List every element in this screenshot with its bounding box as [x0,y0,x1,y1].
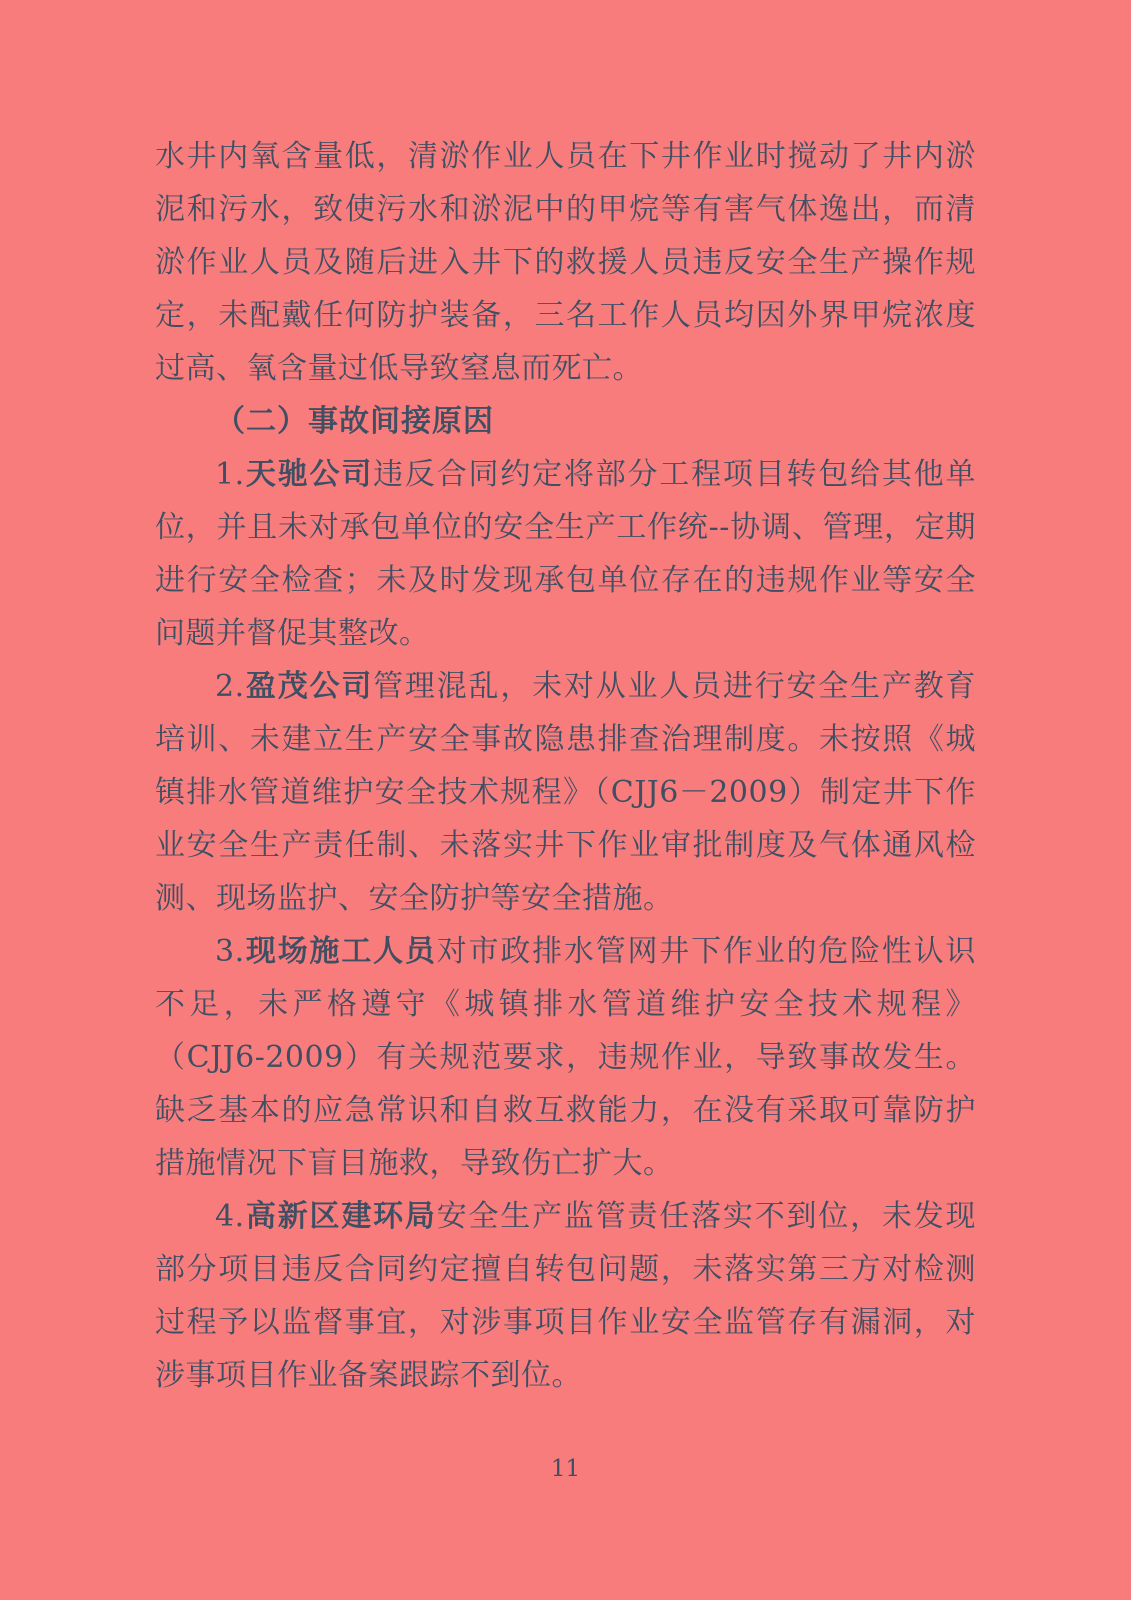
entity-name: 现场施工人员 [244,934,437,969]
section-heading: （二）事故间接原因 [215,404,494,439]
numbered-paragraph-2 [155,660,976,925]
numbered-paragraph-1 [155,448,976,660]
paragraph-text: 安全生产监管责任落实不到位，未发现部分项目违反合同约定擅自转包问题，未落实第三方对检测过程予以监督事宜，对涉事项目作业安全监管存有漏洞，对涉事项目作业备案跟踪不到位。 [155,1199,977,1393]
list-marker: 4. [215,1199,245,1234]
list-marker: 1. [215,457,245,492]
paragraph-text: 违反合同约定将部分工程项目转包给其他单位，并且未对承包单位的安全生产工作统--协调、管理，定期进行安全检查；未及时发现承包单位存在的违规作业等安全问题并督促其整改。 [155,457,977,651]
list-marker: 2. [215,669,245,704]
entity-name: 盈茂公司 [244,669,374,704]
paragraph-text: 对市政排水管网井下作业的危险性认识不足，未严格遵守《城镇排水管道维护安全技术规程》（CJJ6-2009）有关规范要求，违规作业，导致事故发生。缺乏基本的应急常识和自救互救能力，在没有采取可靠防护措施情况下盲目施救，导致伤亡扩大。 [155,934,977,1181]
document-body [155,130,976,1402]
entity-name: 天驰公司 [244,457,374,492]
paragraph-text: 管理混乱，未对从业人员进行安全生产教育培训、未建立生产安全事故隐患排查治理制度。未按照《城镇排水管道维护安全技术规程》（CJJ6－2009）制定井下作业安全生产责任制、未落实井下作业审批制度及气体通风检测、现场监护、安全防护等安全措施。 [155,669,977,916]
numbered-paragraph-4 [155,1190,976,1402]
list-marker: 3. [215,934,245,969]
paragraph-continuation: 水井内氧含量低，清淤作业人员在下井作业时搅动了井内淤泥和污水，致使污水和淤泥中的甲烷等有害气体逸出，而清淤作业人员及随后进入井下的救援人员违反安全生产操作规定，未配戴任何防护装备，三名工作人员均因外界甲烷浓度过高、氧含量过低导致窒息而死亡。 [155,139,976,386]
numbered-paragraph-3 [155,925,976,1190]
page-number: 11 [550,1456,581,1482]
entity-name: 高新区建环局 [244,1199,437,1234]
